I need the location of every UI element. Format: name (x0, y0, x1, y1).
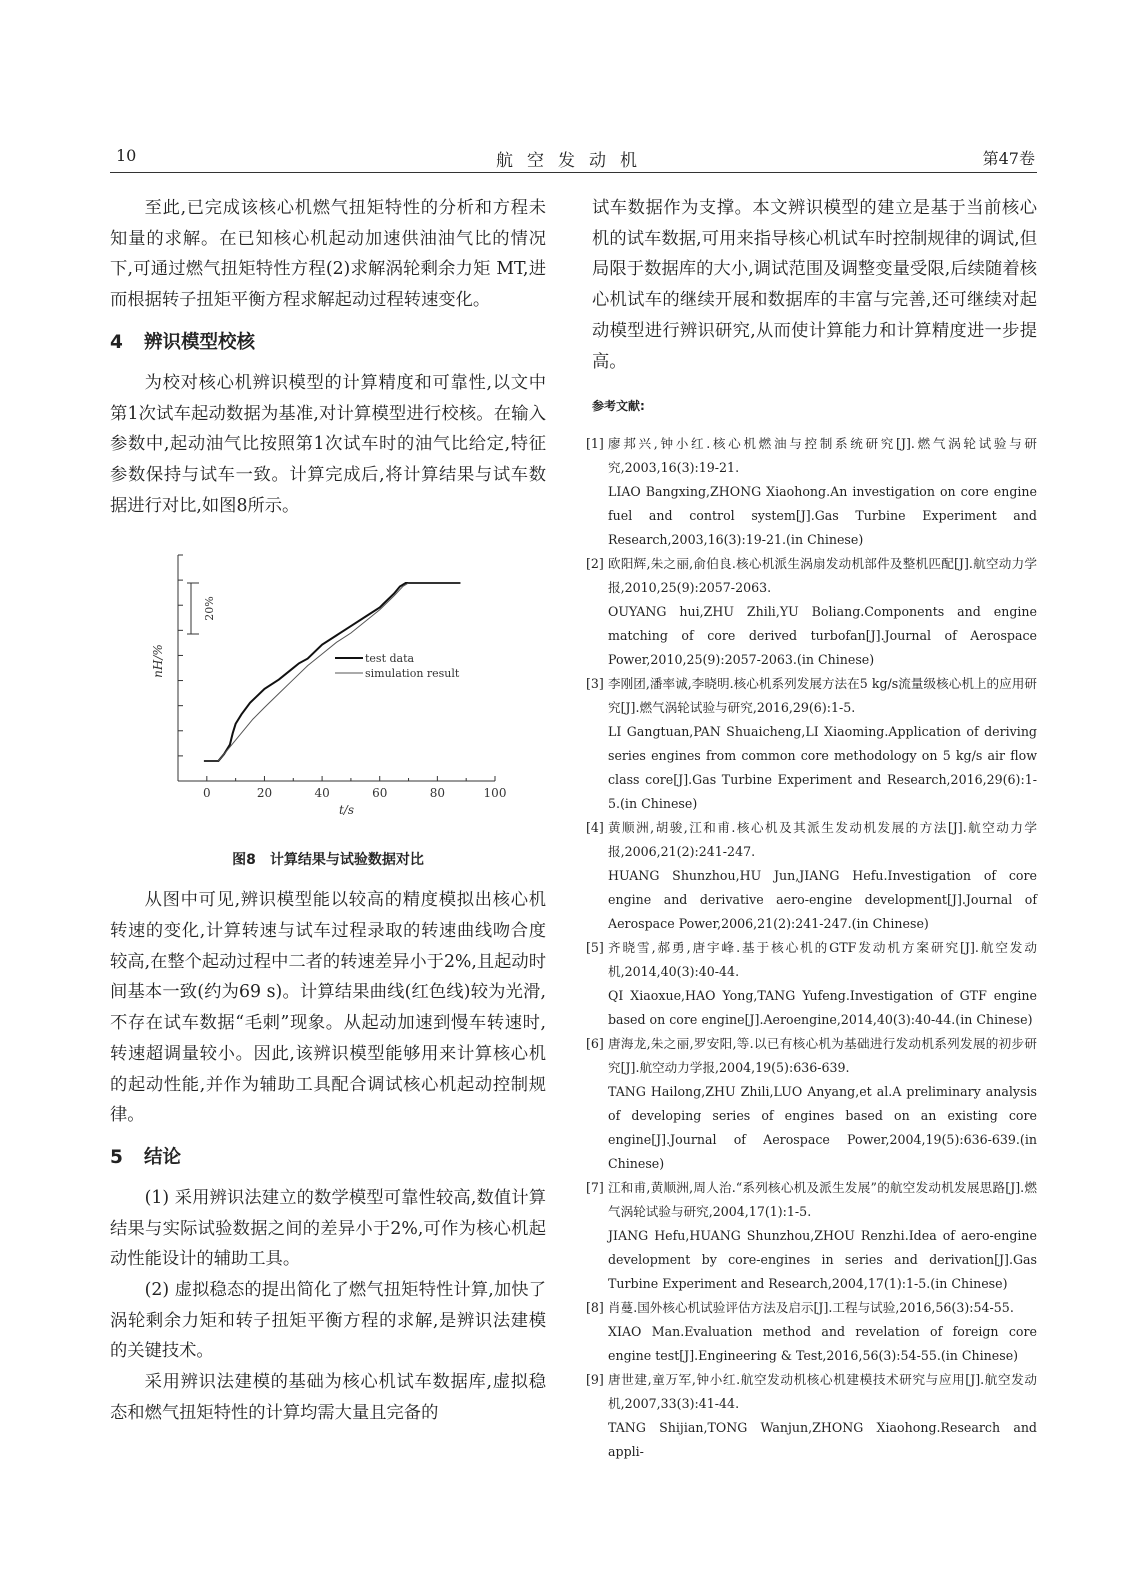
section-4-heading (110, 328, 546, 358)
y-axis-label: nH/% (151, 644, 165, 679)
reference-cn: 齐晓雪,郝勇,唐宇峰.基于核心机的GTF发动机方案研究[J].航空发动机,2014,40(3):40-44. (608, 940, 1037, 980)
reference-item (586, 1032, 1037, 1176)
reference-en: JIANG Hefu,HUANG Shunzhou,ZHOU Renzhi.Idea of aero-engine development by core-engines in series and derivation[J].Gas Turbine Experiment and Research,2004,17(1):1-5.(in Chinese) (608, 1228, 1037, 1292)
header-rule (110, 172, 1037, 173)
reference-item (586, 1368, 1037, 1464)
reference-en: LI Gangtuan,PAN Shuaicheng,LI Xiaoming.Application of deriving series engines from common core methodology on 5 kg/s air flow class core[J].Gas Turbine Experiment and Research,2016,29(6):1-5.(in Chinese) (608, 724, 1037, 812)
page-number: 10 (116, 146, 137, 165)
reference-number: [3] (586, 676, 604, 692)
reference-cn: 欧阳辉,朱之丽,俞伯良.核心机派生涡扇发动机部件及整机匹配[J].航空动力学报,2010,25(9):2057-2063. (608, 556, 1037, 596)
volume-label: 第47卷 (982, 149, 1035, 168)
reference-number: [2] (586, 556, 604, 572)
reference-number: [9] (586, 1372, 604, 1388)
left-column (110, 193, 546, 1429)
conclusion-1: (1) 采用辨识法建立的数学模型可靠性较高,数值计算结果与实际试验数据之间的差异小于2%,可作为核心机起动性能设计的辅助工具。 (110, 1187, 546, 1270)
x-tick-label: 0 (202, 786, 211, 801)
section-4-number: 4 (110, 331, 123, 353)
reference-item (586, 552, 1037, 672)
reference-number: [4] (586, 820, 604, 836)
reference-cn: 唐海龙,朱之丽,罗安阳,等.以已有核心机为基础进行发动机系列发展的初步研究[J].航空动力学报,2004,19(5):636-639. (608, 1036, 1037, 1076)
legend-label: test data (365, 652, 415, 666)
paragraph-after-figure: 从图中可见,辨识模型能以较高的精度模拟出核心机转速的变化,计算转速与试车过程录取的转速曲线吻合度较高,在整个起动过程中二者的转速差异小于2%,且起动时间基本一致(约为69 s)。计算结果曲线(红色线)较为光滑,不存在试车数据“毛刺”现象。从起动加速到慢车转速时,转速超调量较小。因此,该辨识模型能够用来计算核心机的起动性能,并作为辅助工具配合调试核心机起动控制规律。 (110, 890, 546, 1126)
reference-cn: 黄顺洲,胡骏,江和甫.核心机及其派生发动机发展的方法[J].航空动力学报,2006,21(2):241-247. (608, 820, 1037, 860)
section-4-title: 辨识模型校核 (144, 331, 256, 353)
reference-number: [1] (586, 436, 604, 452)
figure-8 (110, 543, 546, 843)
reference-en: TANG Hailong,ZHU Zhili,LUO Anyang,et al.A preliminary analysis of developing series of engines based on an existing core engine[J].Journal of Aerospace Power,2004,19(5):636-639.(in Chinese) (608, 1084, 1037, 1172)
scale-bar-label: 20% (203, 596, 216, 622)
reference-item (586, 1176, 1037, 1296)
reference-number: [5] (586, 940, 604, 956)
line-chart (110, 543, 546, 843)
x-tick-label: 60 (372, 786, 388, 801)
paragraph-section-4: 为校对核心机辨识模型的计算精度和可靠性,以文中第1次试车起动数据为基准,对计算模型进行校核。在输入参数中,起动油气比按照第1次试车时的油气比给定,特征参数保持与试车一致。计算完成后,将计算结果与试车数据进行对比,如图8所示。 (110, 372, 546, 516)
section-5-number: 5 (110, 1146, 123, 1168)
reference-item (586, 936, 1037, 1032)
reference-en: XIAO Man.Evaluation method and revelation of foreign core engine test[J].Engineering & Test,2016,56(3):54-55.(in Chinese) (608, 1324, 1037, 1364)
reference-cn: 江和甫,黄顺洲,周人治.“系列核心机及派生发展”的航空发动机发展思路[J].燃气涡轮试验与研究,2004,17(1):1-5. (608, 1180, 1037, 1220)
x-tick-label: 20 (256, 786, 273, 801)
journal-title: 航空发动机 (496, 151, 651, 171)
references-heading: 参考文献: (592, 399, 645, 414)
figure-caption: 图8 计算结果与试验数据对比 (232, 852, 424, 869)
section-5-heading (110, 1143, 546, 1173)
reference-number: [7] (586, 1180, 604, 1196)
reference-item (586, 672, 1037, 816)
x-tick-label: 40 (314, 786, 330, 801)
reference-en: LIAO Bangxing,ZHONG Xiaohong.An investigation on core engine fuel and control system[J].Gas Turbine Experiment and Research,2003,16(3):19-21.(in Chinese) (608, 484, 1037, 548)
right-column (586, 193, 1037, 1464)
paragraph-intro: 至此,已完成该核心机燃气扭矩特性的分析和方程未知量的求解。在已知核心机起动加速供油油气比的情况下,可通过燃气扭矩特性方程(2)求解涡轮剩余力矩 MT,进而根据转子扭矩平衡方程求解起动过程转速变化。 (110, 198, 546, 311)
reference-cn: 廖邦兴,钟小红.核心机燃油与控制系统研究[J].燃气涡轮试验与研究,2003,16(3):19-21. (608, 436, 1037, 476)
reference-cn: 唐世建,童万军,钟小红.航空发动机核心机建模技术研究与应用[J].航空发动机,2007,33(3):41-44. (608, 1372, 1037, 1412)
legend-label: simulation result (365, 667, 460, 681)
conclusion-2: (2) 虚拟稳态的提出简化了燃气扭矩特性计算,加快了涡轮剩余力矩和转子扭矩平衡方程的求解,是辨识法建模的关键技术。 (110, 1280, 546, 1362)
reference-cn: 肖蔓.国外核心机试验评估方法及启示[J].工程与试验,2016,56(3):54-55. (608, 1300, 1014, 1316)
reference-item (586, 816, 1037, 936)
reference-item (586, 1296, 1037, 1368)
x-axis-label: t/s (338, 803, 355, 818)
section-5-title: 结论 (144, 1146, 182, 1168)
paragraph-continued: 试车数据作为支撑。本文辨识模型的建立是基于当前核心机的试车数据,可用来指导核心机试车时控制规律的调试,但局限于数据库的大小,调试范围及调整变量受限,后续随着核心机试车的继续开展和数据库的丰富与完善,还可继续对起动模型进行辨识研究,从而使计算能力和计算精度进一步提高。 (592, 198, 1037, 372)
page-header (110, 146, 1037, 170)
x-tick-label: 80 (429, 786, 446, 801)
x-tick-label: 100 (483, 786, 507, 801)
reference-item (586, 432, 1037, 552)
reference-number: [8] (586, 1300, 604, 1316)
reference-en: TANG Shijian,TONG Wanjun,ZHONG Xiaohong.Research and appli- (608, 1420, 1037, 1460)
references-list (586, 432, 1037, 1464)
reference-number: [6] (586, 1036, 604, 1052)
reference-en: QI Xiaoxue,HAO Yong,TANG Yufeng.Investigation of GTF engine based on core engine[J].Aeroengine,2014,40(3):40-44.(in Chinese) (608, 988, 1037, 1028)
conclusion-3: 采用辨识法建模的基础为核心机试车数据库,虚拟稳态和燃气扭矩特性的计算均需大量且完备的 (110, 1372, 546, 1423)
reference-en: HUANG Shunzhou,HU Jun,JIANG Hefu.Investigation of core engine and derivative aero-engine development[J].Journal of Aerospace Power,2006,21(2):241-247.(in Chinese) (608, 868, 1037, 932)
reference-en: OUYANG hui,ZHU Zhili,YU Boliang.Components and engine matching of core derived turbofan[J].Journal of Aerospace Power,2010,25(9):2057-2063.(in Chinese) (608, 604, 1037, 668)
reference-cn: 李刚团,潘率诚,李晓明.核心机系列发展方法在5 kg/s流量级核心机上的应用研究[J].燃气涡轮试验与研究,2016,29(6):1-5. (608, 676, 1037, 716)
